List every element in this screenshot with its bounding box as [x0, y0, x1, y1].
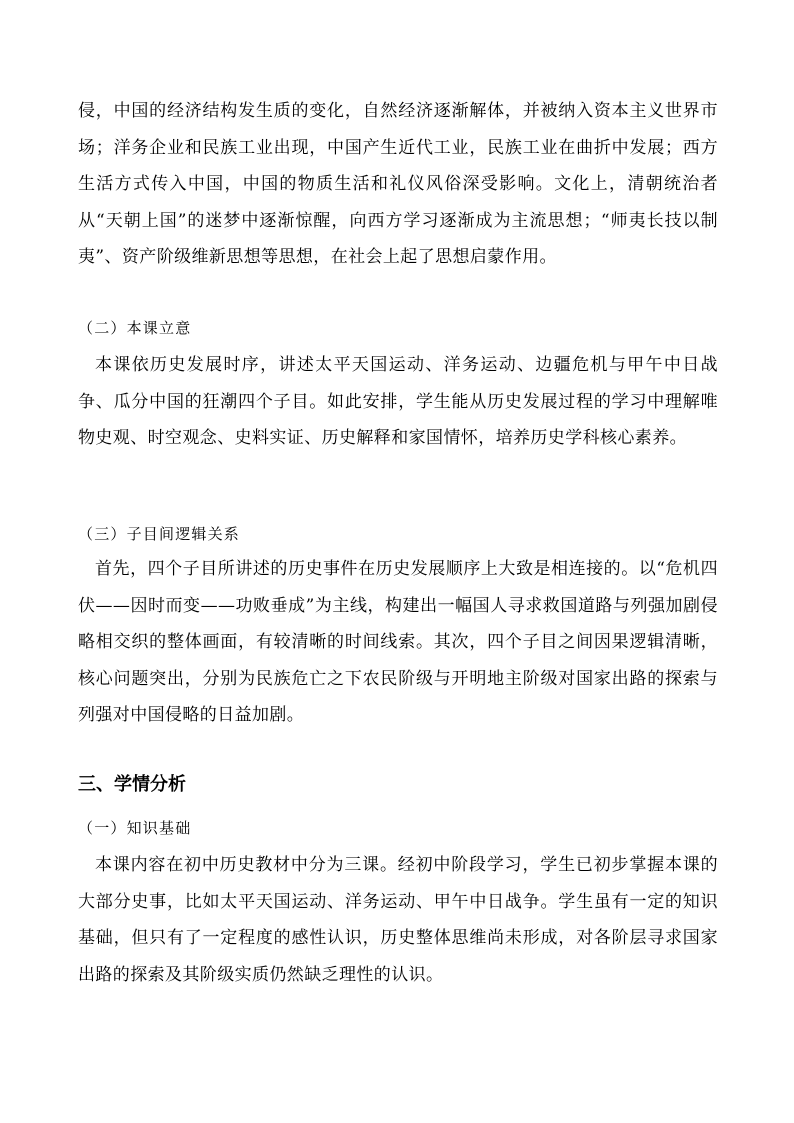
subsection-heading-logic-relations: （三）子目间逻辑关系 — [78, 525, 241, 543]
paragraph-continuation: 侵，中国的经济结构发生质的变化，自然经济逐渐解体，并被纳入资本主义世界市场；洋务企业和民族工业出现，中国产生近代工业，民族工业在曲折中发展；西方生活方式传入中国，中国的物质生活和礼仪风俗深受影响。文化上，清朝统治者从“天朝上国”的迷梦中逐渐惊醒，向西方学习逐渐成为主流思想；“师夷长技以制夷”、资产阶级维新思想等思想，在社会上起了思想启蒙作用。 — [78, 101, 718, 267]
paragraph-knowledge-base: 本课内容在初中历史教材中分为三课。经初中阶段学习，学生已初步掌握本课的大部分史事，比如太平天国运动、洋务运动、甲午中日战争。学生虽有一定的知识基础，但只有了一定程度的感性认识，历史整体思维尚未形成，对各阶层寻求国家出路的探索及其阶级实质仍然缺乏理性的认识。 — [78, 855, 718, 985]
section-heading-learner-analysis: 三、学情分析 — [78, 774, 186, 795]
subsection-heading-lesson-intent: （二）本课立意 — [78, 319, 192, 337]
paragraph-lesson-intent: 本课依历史发展时序，讲述太平天国运动、洋务运动、边疆危机与甲午中日战争、瓜分中国的狂潮四个子目。如此安排，学生能从历史发展过程的学习中理解唯物史观、时空观念、史料实证、历史解释和家国情怀，培养历史学科核心素养。 — [78, 355, 718, 448]
paragraph-logic-relations: 首先，四个子目所讲述的历史事件在历史发展顺序上大致是相连接的。以“危机四伏——因时而变——功败垂成”为主线，构建出一幅国人寻求救国道路与列强加剧侵略相交织的整体画面，有较清晰的时间线索。其次，四个子目之间因果逻辑清晰，核心问题突出，分别为民族危亡之下农民阶级与开明地主阶级对国家出路的探索与列强对中国侵略的日益加剧。 — [78, 559, 718, 725]
subsection-heading-knowledge-base: （一）知识基础 — [78, 819, 192, 837]
